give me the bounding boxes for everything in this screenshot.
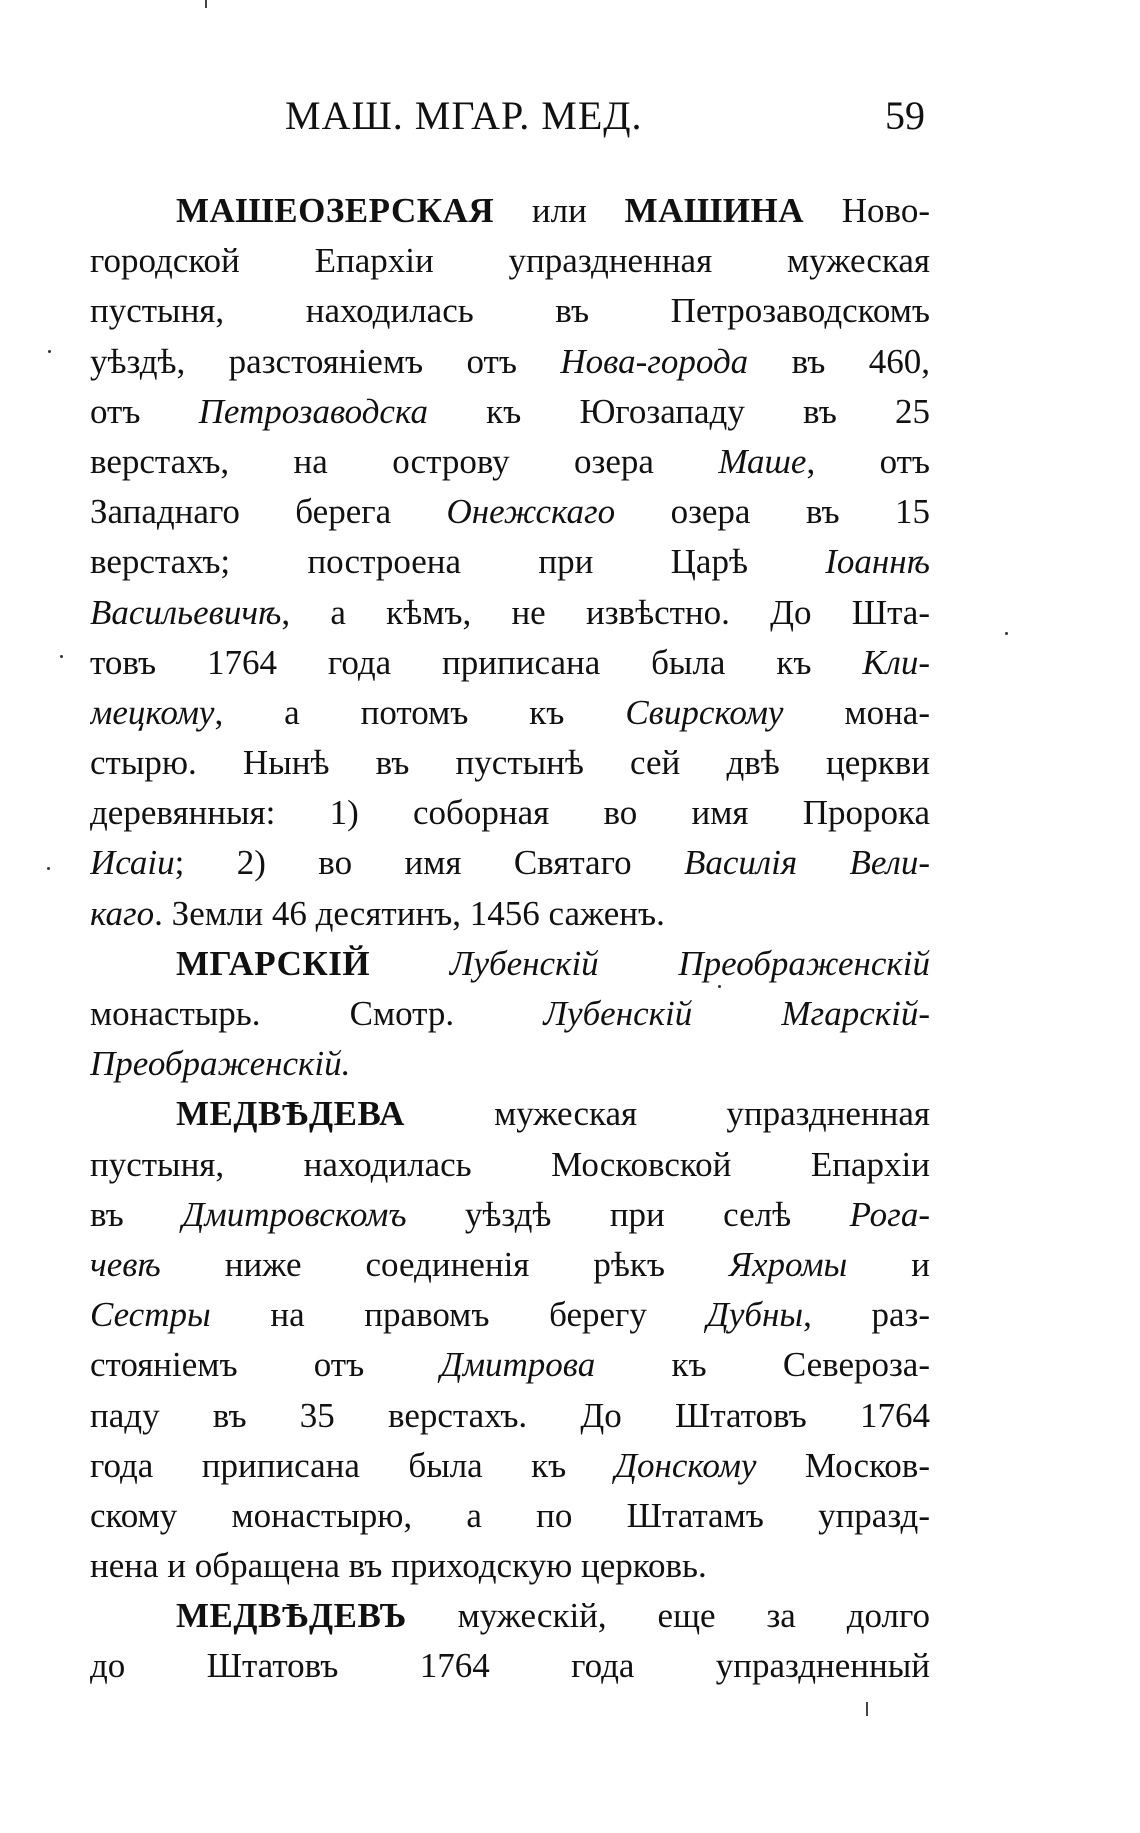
text-line [90,588,930,638]
italic-name: Васильевичѣ [90,592,282,632]
text-line [90,337,930,387]
italic-name: чевѣ [90,1244,161,1284]
text-run: въ [90,1194,183,1234]
italic-name: Василія Вели- [683,843,930,883]
text-run: городской Епархіи упраздненная мужеская [90,241,930,281]
italic-name: Донскому [614,1445,757,1485]
text-run: пустыня, находилась въ Петрозаводскомъ [90,291,930,331]
text-run: , отъ [806,441,930,481]
text-line [90,487,930,537]
text-line [90,1541,930,1591]
text-run: мона- [783,692,930,732]
speck [205,0,207,8]
italic-name: Онежскаго [446,492,616,532]
text-line [90,537,930,587]
entry-headword: МГАРСКІЙ [176,943,371,983]
italic-name: Дубны [706,1295,804,1335]
italic-name: Петрозаводска [198,391,428,431]
italic-name: Свирскому [625,692,784,732]
text-line [90,1039,930,1089]
text-line [90,1190,930,1240]
italic-name: каго [90,893,155,933]
text-run: или [494,191,625,230]
text-run: къ Североза- [595,1345,930,1385]
text-run: деревянныя: 1) соборная во имя Пророка [90,793,930,833]
text-line [90,889,930,939]
italic-name: Нова-города [560,341,749,381]
text-line [90,688,930,738]
text-run [370,944,450,983]
text-run: къ Югозападу въ 25 [427,391,930,431]
text-run: товъ 1764 года приписана была къ [90,642,863,682]
text-run: года приписана была къ [90,1445,615,1485]
speck [60,655,63,658]
speck [47,867,50,870]
italic-name: Преображенскій. [90,1044,351,1084]
italic-name: Маше [718,441,807,481]
text-run: пустыня, находилась Московской Епархіи [90,1144,930,1184]
text-line [90,738,930,788]
text-run: мужеская упраздненная [404,1094,930,1134]
page-header [285,92,925,152]
text-line [90,1340,930,1390]
text-run: . Земли 46 десятинъ, 1456 саженъ. [154,893,665,933]
speck [48,350,51,353]
italic-name: Кли- [862,642,930,682]
text-run: ниже соединенія рѣкъ [160,1244,730,1284]
text-run: въ 460, [748,341,930,381]
text-run: , а потомъ къ [214,692,626,732]
text-run: скому монастырю, а по Штатамъ упразд- [90,1495,930,1535]
text-line [90,838,930,888]
italic-name: Сестры [90,1295,211,1335]
text-line [90,1641,930,1691]
speck [718,985,721,988]
text-run: отъ [90,391,199,431]
speck [866,1702,868,1716]
text-run: уѣздѣ, разстояніемъ отъ [90,341,561,381]
entry-headword: МЕДВѢДЕВА [176,1094,405,1134]
running-head: МАШ. МГАР. МЕД. [285,93,643,138]
text-line [90,236,930,286]
text-line [90,1240,930,1290]
italic-name: Исаіи [90,843,175,883]
italic-name: Іоаннѣ [825,542,930,582]
text-run: , а кѣмъ, не извѣстно. До Шта- [281,592,930,632]
italic-name: Лубенскій Преображенскій [449,943,930,983]
text-run: до Штатовъ 1764 года упраздненный [90,1646,930,1686]
text-line [90,1391,930,1441]
text-line [90,1290,930,1340]
italic-name: Рога- [849,1194,930,1234]
text-line [90,286,930,336]
italic-name: Дмитровскомъ [182,1194,407,1234]
text-run: уѣздѣ при селѣ [406,1194,850,1234]
text-run: , раз- [803,1295,930,1335]
text-line [90,638,930,688]
text-line [90,437,930,487]
italic-name: Дмитрова [440,1345,596,1385]
italic-name: Яхромы [729,1244,848,1284]
text-run: и [847,1244,930,1284]
text-line [90,989,930,1039]
text-run: Москов- [756,1445,930,1485]
entry-headword: МАШЕОЗЕРСКАЯ [176,191,495,230]
entry-headword: МАШИНА [624,191,805,230]
text-line [90,1140,930,1190]
text-line [90,939,930,989]
text-line [90,186,930,236]
text-run: верстахъ; построена при Царѣ [90,542,826,582]
page-number: 59 [885,93,925,138]
speck [1005,632,1008,635]
text-run: стырю. Нынѣ въ пустынѣ сей двѣ церкви [90,743,930,783]
text-line [90,788,930,838]
text-line [90,387,930,437]
text-run: нена и обращена въ приходскую церковь. [90,1546,707,1586]
text-line [90,1491,930,1541]
text-run: стояніемъ отъ [90,1345,441,1385]
text-run: ; 2) во имя Святаго [174,843,684,883]
text-run: озера въ 15 [615,492,930,532]
text-run: на правомъ берегу [210,1295,707,1335]
text-run: Ново- [804,191,930,230]
text-line [90,1591,930,1641]
text-run: монастырь. Смотр. [90,994,544,1033]
text-run: верстахъ, на острову озера [90,441,719,481]
text-line [90,1441,930,1491]
text-run: паду въ 35 верстахъ. До Штатовъ 1764 [90,1395,930,1435]
text-line [90,1089,930,1139]
text-run: Западнаго берега [90,492,447,532]
text-run: мужескій, еще за долго [406,1596,930,1636]
entry-headword: МЕДВѢДЕВЪ [176,1596,407,1636]
body-text [90,186,930,1692]
italic-name: мецкому [90,692,215,732]
italic-name: Лубенскій Мгарскій- [543,994,930,1033]
